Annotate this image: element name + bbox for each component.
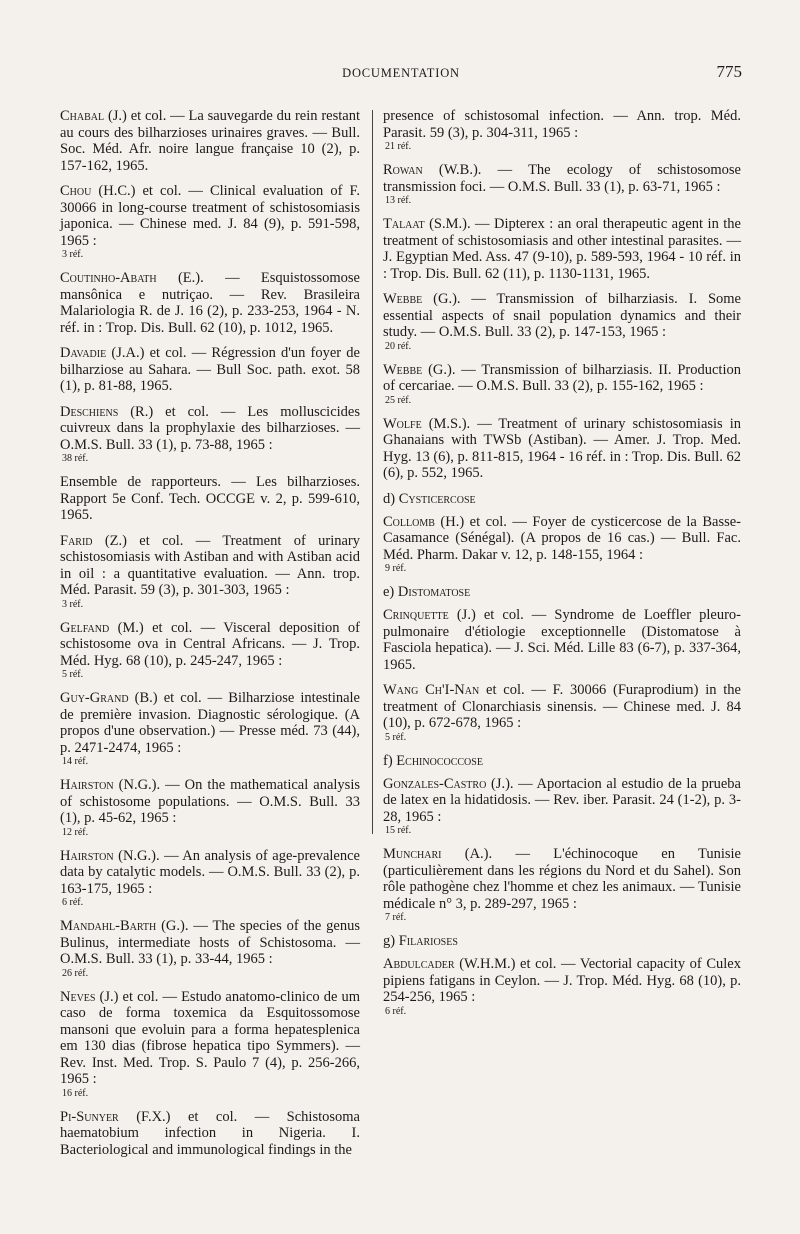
entry-body: [383, 514, 741, 564]
entry-citation: (Z.) et col. — Treatment of urinary schistosomiasis with Astiban and with Astiban acid in oil : a quantitative evaluation. — Ann. trop. Méd. Parasit. 59 (3), p. 301-303, 1965 :: [60, 532, 360, 598]
entry-body: [383, 362, 741, 395]
running-title: DOCUMENTATION: [342, 66, 460, 80]
bibliography-entry: [60, 533, 360, 611]
column-divider: [372, 110, 373, 834]
entry-citation: (E.). — Esquistossomose mansônica e nutriçao. — Rev. Brasileira Malariologia R. de J. 16 (2), p. 233-253, 1964 - N. réf. in : Trop. Dis. Bull. 62 (10), p. 1012, 1965.: [60, 270, 360, 336]
entry-reference-count: 26 réf.: [62, 967, 89, 979]
entry-citation: (N.G.). — An analysis of age-prevalence data by catalytic models. — O.M.S. Bull. 33 (2), p. 163-175, 1965 :: [60, 847, 360, 897]
bibliography-entry: [383, 776, 741, 838]
entry-reference-count: 3 réf.: [62, 598, 84, 610]
bibliography-entry: [60, 345, 360, 395]
section-title: Filarioses: [398, 933, 458, 949]
entry-reference-count: 21 réf.: [385, 141, 412, 152]
entry-reference-count: 16 réf.: [62, 1087, 89, 1099]
section-title: Echinococcose: [396, 752, 483, 769]
right-column: [383, 108, 741, 1027]
bibliography-entry: [60, 404, 360, 466]
entry-citation: (B.) et col. — Bilharziose intestinale de première invasion. Diagnostic sérologique. (A propos d'une observation.) — Presse méd. 73 (44), p. 2471-2474, 1965 :: [60, 690, 360, 756]
entry-author: Gelfand: [60, 619, 110, 636]
entry-author: Guy-Grand: [60, 690, 129, 706]
bibliography-entry: [383, 682, 741, 744]
section-letter: g): [383, 933, 399, 949]
bibliography-entry: [383, 956, 741, 1018]
entry-citation: (G.). — Transmission of bilharziasis. II. Production of cercariae. — O.M.S. Bull. 33 (2), p. 155-162, 1965 :: [383, 361, 741, 394]
entry-author: Crinquette: [383, 607, 449, 623]
entry-author: Chabal: [60, 108, 105, 124]
bibliography-entry: [60, 183, 360, 261]
entry-body: [383, 776, 741, 826]
entry-body: [60, 1109, 360, 1159]
entry-body: [60, 345, 360, 395]
entry-reference-count: 7 réf.: [385, 912, 407, 923]
entry-body: [383, 607, 741, 673]
entry-body: [60, 777, 360, 827]
entry-body: [60, 918, 360, 968]
bibliography-entry: [60, 989, 360, 1100]
bibliography-entry: [60, 620, 360, 682]
bibliography-entry: [60, 1109, 360, 1159]
bibliography-entry: [383, 162, 741, 207]
entry-reference-count: 5 réf.: [62, 669, 84, 680]
entry-citation: (J.). — Aportacion al estudio de la prueba de latex en la hidatidosis. — Rev. iber. Parasit. 24 (1-2), p. 3-28, 1965 :: [383, 775, 741, 825]
entry-reference-count: 15 réf.: [385, 825, 412, 836]
entry-body: [60, 183, 360, 249]
entry-author: Hairston: [60, 847, 114, 864]
left-column: [60, 108, 360, 1167]
entry-body: [383, 846, 741, 912]
page-header: [60, 62, 742, 88]
entry-author: Hairston: [60, 777, 114, 793]
entry-author: Mandahl-Barth: [60, 918, 157, 934]
entry-citation: (M.) et col. — Visceral deposition of schistosome ova in Central Africans. — J. Trop. Méd. Hyg. 68 (10), p. 245-247, 1965 :: [60, 619, 360, 669]
entry-author: Pi-Sunyer: [60, 1108, 119, 1125]
entry-body: [60, 474, 360, 524]
entry-citation: (N.G.). — On the mathematical analysis of schistosome populations. — O.M.S. Bull. 33 (1), p. 45-62, 1965 :: [60, 777, 360, 826]
bibliography-entry: [60, 918, 360, 980]
entry-author: Rowan: [383, 162, 423, 178]
entry-citation: Ensemble de rapporteurs. — Les bilharzioses. Rapport 5e Conf. Tech. OCCGE v. 2, p. 599-610, 1965.: [60, 474, 360, 523]
entry-citation: (J.) et col. — La sauvegarde du rein restant au cours des bilharzioses urinaires graves. — Bull. Soc. Méd. Afr. noire langue française 10 (2), p. 157-162, 1965.: [60, 108, 360, 174]
entry-citation: (R.) et col. — Les molluscicides cuivreux dans la prophylaxie des bilharzioses. — O.M.S. Bull. 33 (1), p. 73-88, 1965 :: [60, 403, 360, 453]
entry-reference-count: 6 réf.: [385, 1005, 407, 1017]
bibliography-entry: [383, 514, 741, 576]
entry-reference-count: 38 réf.: [62, 453, 89, 464]
bibliography-entry: [60, 848, 360, 910]
entry-citation: presence of schistosomal infection. — Ann. trop. Méd. Parasit. 59 (3), p. 304-311, 1965 :: [383, 108, 741, 141]
bibliography-entry: [383, 416, 741, 482]
entry-author: Chou: [60, 183, 92, 199]
bibliography-entry: [60, 474, 360, 524]
entry-author: Collomb: [383, 513, 435, 530]
entry-reference-count: 25 réf.: [385, 394, 412, 406]
entry-author: Deschiens: [60, 403, 119, 420]
entry-citation: (G.). — Transmission of bilharziasis. I. Some essential aspects of snail population dynamics and their study. — O.M.S. Bull. 33 (2), p. 147-153, 1965 :: [383, 291, 741, 340]
bibliography-entry: [60, 270, 360, 336]
entry-reference-count: 13 réf.: [385, 195, 412, 206]
entry-citation: (S.M.). — Dipterex : an oral therapeutic agent in the treatment of schistosomiasis and other intestinal parasites. — J. Egyptian Med. Ass. 47 (9-10), p. 589-593, 1964 - 10 réf. in : Trop. Dis. Bull. 62 (11), p. 1130-1131, 1965.: [383, 216, 741, 282]
bibliography-entry: [383, 362, 741, 407]
entry-author: Davadie: [60, 345, 107, 361]
entry-reference-count: 6 réf.: [62, 897, 84, 908]
section-heading: [383, 753, 741, 769]
entry-body: [383, 291, 741, 341]
entry-author: Webbe: [383, 361, 423, 378]
entry-body: [60, 108, 360, 174]
entry-reference-count: 14 réf.: [62, 756, 89, 767]
entry-body: [383, 682, 741, 732]
entry-citation: (M.S.). — Treatment of urinary schistosomiasis in Ghanaians with TWSb (Astiban). — Amer. J. Trop. Med. Hyg. 13 (6), p. 811-815, 1964 - 16 réf. in : Trop. Dis. Bull. 62 (6), p. 552, 1965.: [383, 415, 741, 481]
bibliography-entry: [383, 846, 741, 924]
bibliography-entry: [383, 607, 741, 673]
page-number: 775: [716, 62, 742, 81]
bibliography-entry: [60, 777, 360, 839]
section-title: Distomatose: [397, 584, 471, 600]
entry-body: [383, 216, 741, 282]
entry-author: Neves: [60, 988, 96, 1005]
entry-citation: (H.C.) et col. — Clinical evaluation of F. 30066 in long-course treatment of schistosomiasis japonica. — Chinese med. J. 84 (9), p. 591-598, 1965 :: [60, 183, 360, 249]
entry-reference-count: 9 réf.: [385, 563, 407, 574]
bibliography-entry: [383, 216, 741, 282]
entry-reference-count: 12 réf.: [62, 826, 89, 838]
section-letter: d): [383, 490, 399, 507]
entry-reference-count: 20 réf.: [385, 340, 412, 352]
entry-body: [383, 162, 741, 195]
entry-author: Wang Ch'I-Nan: [383, 682, 480, 698]
entry-body: [60, 533, 360, 599]
entry-citation: (G.). — The species of the genus Bulinus, intermediate hosts of Schistosoma. — O.M.S. Bull. 33 (1), p. 33-44, 1965 :: [60, 918, 360, 967]
entry-citation: (H.) et col. — Foyer de cysticercose de la Basse-Casamance (Sénégal). (A propos de 16 cas.) — Bull. Fac. Méd. Pharm. Dakar v. 12, p. 148-155, 1964 :: [383, 513, 741, 563]
entry-citation: (A.). — L'échinocoque en Tunisie (particulièrement dans les régions du Nord et du Sahel). Son rôle pathogène chez l'homme et chez les animaux. — Tunisie médicale n° 3, p. 289-297, 1965 :: [383, 846, 741, 912]
entry-author: Talaat: [383, 216, 425, 232]
entry-body: [60, 404, 360, 454]
entry-author: Farid: [60, 532, 93, 549]
entry-citation: et col. — F. 30066 (Furaprodium) in the treatment of Clonarchiasis sinensis. — Chinese med. J. 84 (10), p. 672-678, 1965 :: [383, 682, 741, 731]
section-heading: [383, 584, 741, 600]
section-title: Cysticercose: [398, 490, 476, 507]
entry-body: [383, 956, 741, 1006]
entry-author: Abdulcader: [383, 956, 455, 972]
bibliography-entry: [383, 291, 741, 353]
section-letter: f): [383, 752, 397, 769]
entry-citation: (W.H.M.) et col. — Vectorial capacity of Culex pipiens fatigans in Ceylon. — J. Trop. Méd. Hyg. 68 (10), p. 254-256, 1965 :: [383, 956, 741, 1005]
entry-author: Webbe: [383, 291, 423, 307]
entry-author: Coutinho-Abath: [60, 270, 157, 286]
entry-body: [383, 416, 741, 482]
section-heading: [383, 933, 741, 949]
entry-author: Wolfe: [383, 415, 422, 432]
section-heading: [383, 491, 741, 507]
entry-citation: (J.) et col. — Syndrome de Loeffler pleuro-pulmonaire d'étiologie exceptionnelle (Distomatose à Fasciola hepatica). — J. Sci. Méd. Lille 83 (6-7), p. 337-364, 1965.: [383, 607, 741, 673]
entry-body: [60, 848, 360, 898]
entry-reference-count: 3 réf.: [62, 249, 84, 260]
entry-author: Gonzales-Castro: [383, 775, 487, 792]
entry-body: [60, 270, 360, 336]
entry-reference-count: 5 réf.: [385, 731, 407, 743]
entry-body: [60, 989, 360, 1088]
entry-citation: (F.X.) et col. — Schistosoma haematobium infection in Nigeria. I. Bacteriological and immunological findings in the: [60, 1108, 360, 1158]
entry-citation: (J.A.) et col. — Régression d'un foyer de bilharziose au Sahara. — Bull Soc. path. exot. 58 (1), p. 81-88, 1965.: [60, 345, 360, 394]
entry-author: Munchari: [383, 846, 442, 862]
entry-citation: (W.B.). — The ecology of schistosomose transmission foci. — O.M.S. Bull. 33 (1), p. 63-71, 1965 :: [383, 162, 741, 195]
bibliography-entry: [383, 108, 741, 153]
entry-citation: (J.) et col. — Estudo anatomo-clinico de um caso de forma toxemica da Esquitossomose mansoni que evoluin para a forma hepatesplenica em 130 dias (fibrose hepatica tipo Symmers). — Rev. Inst. Med. Trop. S. Paulo 7 (4), p. 256-266, 1965 :: [60, 988, 360, 1087]
bibliography-entry: [60, 690, 360, 768]
entry-body: [383, 108, 741, 141]
entry-body: [60, 690, 360, 756]
section-letter: e): [383, 584, 398, 600]
entry-body: [60, 620, 360, 670]
bibliography-entry: [60, 108, 360, 174]
